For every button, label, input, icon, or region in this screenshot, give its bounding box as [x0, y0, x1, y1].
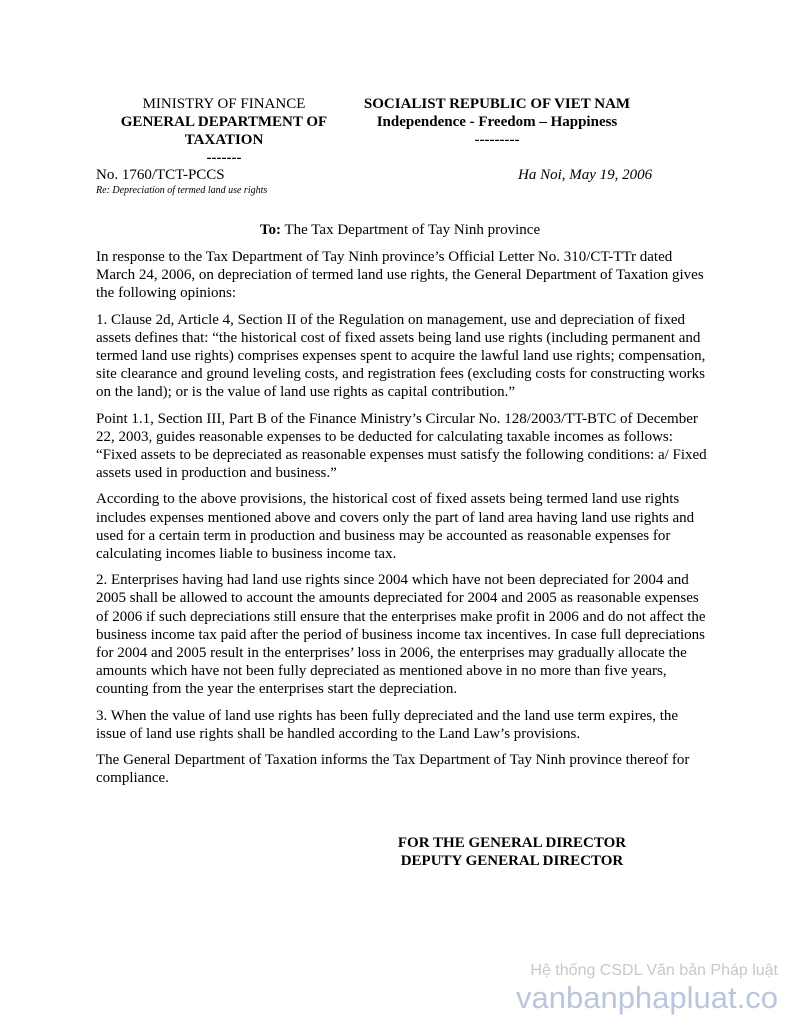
body-paragraph: According to the above provisions, the historical cost of fixed assets being termed land use rights includes expenses mentioned above and covers only the part of land area having land use rights and used for a certain term in production and business may be accounted as reasonable expenses for calculating incomes liable to business income tax.: [96, 491, 695, 563]
department-name-line2: TAXATION: [184, 132, 264, 148]
body-paragraph: Point 1.1, Section III, Part B of the Finance Ministry’s Circular No. 128/2003/TT-BTC of December 22, 2003, guides reasonable expenses to be deducted for calculating taxable incomes as follows: “Fixed assets to be depreciated as reasonable expenses must satisfy the following conditions: a/ Fixed assets used in production and business.”: [96, 410, 707, 482]
document-number: No. 1760/TCT-PCCS: [96, 167, 225, 183]
document-subject: Re: Depreciation of termed land use rights: [96, 185, 268, 196]
ministry-name: MINISTRY OF FINANCE: [142, 96, 306, 112]
watermark-line2: vanbanphapluat.co: [515, 980, 778, 1015]
signature-line1: FOR THE GENERAL DIRECTOR: [397, 835, 627, 851]
issuer-header: [88, 95, 360, 167]
signature-line2: DEPUTY GENERAL DIRECTOR: [400, 853, 624, 869]
issuer-divider: -------: [206, 150, 242, 166]
recipient-line: [0, 222, 800, 239]
national-divider: ---------: [474, 132, 520, 148]
place-and-date: Ha Noi, May 19, 2006: [518, 167, 653, 183]
body-paragraph: In response to the Tax Department of Tay Ninh province’s Official Letter No. 310/CT-TTr dated March 24, 2006, on depreciation of termed land use rights, the General Department of Taxation gives the following opinions:: [96, 249, 704, 302]
body-paragraph: 3. When the value of land use rights has been fully depreciated and the land use term expires, the issue of land use rights shall be handled according to the Land Law’s provisions.: [96, 707, 679, 742]
recipient-name: The Tax Department of Tay Ninh province: [284, 222, 541, 238]
country-name: SOCIALIST REPUBLIC OF VIET NAM: [363, 96, 631, 112]
recipient-prefix: To:: [259, 222, 282, 238]
national-header: [340, 95, 654, 149]
letter-body: [96, 248, 708, 795]
body-paragraph: The General Department of Taxation informs the Tax Department of Tay Ninh province thereof for compliance.: [96, 752, 690, 787]
national-motto: Independence - Freedom – Happiness: [376, 114, 618, 130]
watermark-line1: Hệ thống CSDL Văn bản Pháp luật: [530, 962, 778, 979]
signature-block: [352, 834, 672, 870]
body-paragraph: 2. Enterprises having had land use rights since 2004 which have not been depreciated for 2004 and 2005 shall be allowed to account the amounts depreciated for 2004 and 2005 as reasonable expenses of 2006 if such depreciations still ensure that the enterprises make profit in 2006 and do not affect the business income tax paid after the period of business income tax incentives. In case full depreciations for 2004 and 2005 result in the enterprises’ loss in 2006, the enterprises may gradually allocate the amounts which have not been fully depreciated as mentioned above in no more than five years, counting from the year the enterprises start the depreciation.: [96, 572, 706, 698]
department-name-line1: GENERAL DEPARTMENT OF: [120, 114, 328, 130]
body-paragraph: 1. Clause 2d, Article 4, Section II of the Regulation on management, use and depreciation of fixed assets defines that: “the historical cost of fixed assets being land use rights (including permanent and termed land use rights) comprises expenses spent to acquire the lawful land use rights; compensation, site clearance and ground leveling costs, and registration fees (excluding costs for constructing works on the land); or is the value of land use rights as capital contribution.”: [96, 311, 706, 401]
watermark: [516, 962, 778, 1016]
